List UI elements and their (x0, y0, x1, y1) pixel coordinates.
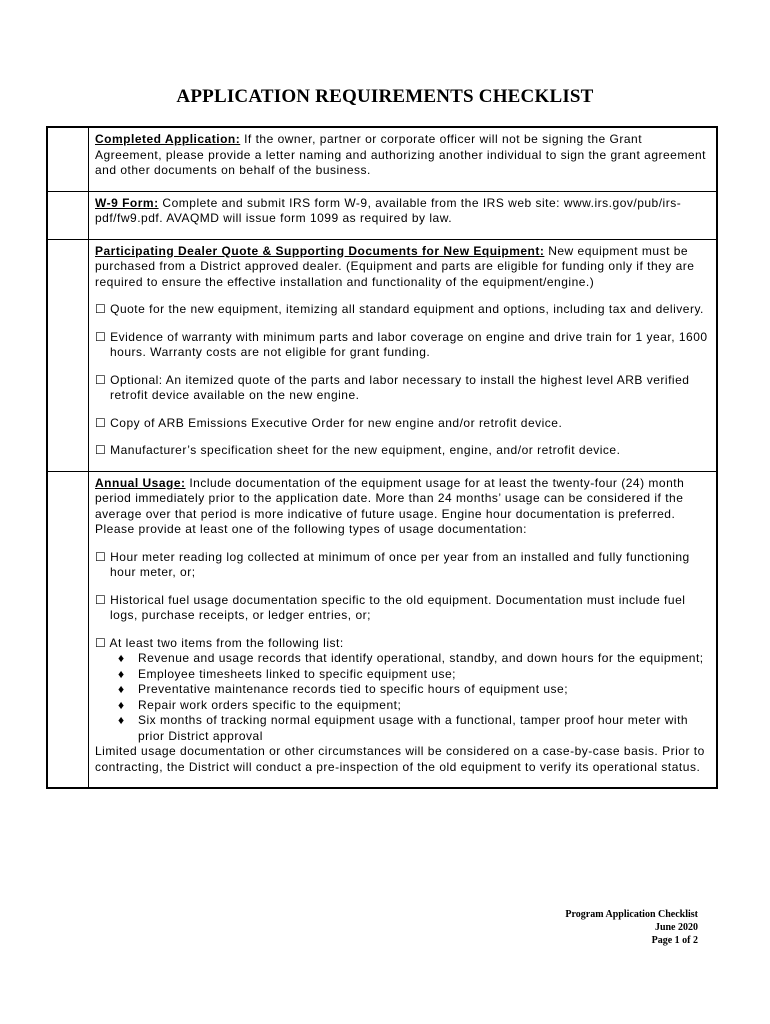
checkbox-icon[interactable]: ☐ (95, 635, 107, 650)
checklist-table (46, 126, 718, 789)
diamond-bullet-icon: ♦ (118, 682, 125, 696)
footer-page-number: Page 1 of 2 (651, 935, 698, 946)
requirement-cell (89, 471, 718, 788)
section-text: New equipment must be purchased from a District approved dealer. (Equipment and parts are eligible for funding only if they are required to ensure the effective installation and functionality of the equipment/engine.) (95, 243, 695, 289)
section-heading: Completed Application: (95, 132, 241, 146)
section-heading: W-9 Form: (95, 195, 159, 210)
bullet-item: ♦ Six months of tracking normal equipment usage with a functional, tamper proof hour meter with prior District approval (118, 713, 689, 743)
checkbox-icon[interactable]: ☐ (95, 592, 107, 607)
requirement-cell (89, 239, 718, 471)
requirement-cell (89, 127, 718, 191)
footer-document-name: Program Application Checklist (565, 909, 698, 920)
check-cell (47, 239, 89, 471)
check-cell (47, 191, 89, 239)
checklist-row-completed-application (47, 127, 717, 191)
page-title: APPLICATION REQUIREMENTS CHECKLIST (176, 86, 594, 107)
footer-date: June 2020 (654, 922, 698, 933)
bullet-item: ♦ Preventative maintenance records tied to specific hours of equipment use; (118, 682, 569, 696)
checklist-row-w9-form (47, 191, 717, 239)
checkbox-icon[interactable]: ☐ (95, 415, 107, 430)
diamond-bullet-icon: ♦ (118, 713, 125, 727)
checklist-row-annual-usage (47, 471, 717, 788)
bullet-item: ♦ Employee timesheets linked to specific equipment use; (118, 666, 456, 681)
section-heading: Participating Dealer Quote & Supporting Documents for New Equipment: (95, 243, 545, 258)
bullet-item: ♦ Repair work orders specific to the equipment; (118, 697, 402, 712)
checkbox-icon[interactable]: ☐ (95, 549, 107, 564)
diamond-bullet-icon: ♦ (118, 697, 125, 712)
section-text: Include documentation of the equipment usage for at least the twenty-four (24) month period immediately prior to the application date. More than 24 months’ usage can be considered if the average over that period is more indicative of future usage. Engine hour documentation is preferred. Please provide at least one of the following types of usage documentation: (95, 475, 685, 536)
diamond-bullet-icon: ♦ (118, 666, 125, 681)
list-item: ☐ Evidence of warranty with minimum parts and labor coverage on engine and drive train for 1 year, 1600 hours. Warranty costs are not eligible for grant funding. (95, 329, 708, 359)
checkbox-icon[interactable]: ☐ (95, 372, 107, 387)
requirement-cell (89, 191, 718, 239)
list-item: ☐ At least two items from the following list: (95, 635, 344, 650)
diamond-bullet-icon: ♦ (118, 651, 125, 665)
bullet-list (95, 651, 710, 744)
page-footer (565, 908, 698, 947)
list-item: ☐ Optional: An itemized quote of the parts and labor necessary to install the highest level ARB verified retrofit device available on the new engine. (95, 372, 690, 402)
check-cell (47, 471, 89, 788)
checkbox-icon[interactable]: ☐ (95, 329, 107, 344)
list-item: ☐ Historical fuel usage documentation specific to the old equipment. Documentation must include fuel logs, purchase receipts, or ledger entries, or; (95, 592, 686, 622)
check-cell (47, 127, 89, 191)
bullet-item: ♦ Revenue and usage records that identify operational, standby, and down hours for the equipment; (118, 651, 704, 665)
section-text: Complete and submit IRS form W-9, available from the IRS web site: www.irs.gov/pub/irs-pdf/fw9.pdf. AVAQMD will issue form 1099 as required by law. (95, 195, 682, 225)
checklist-row-dealer-quote (47, 239, 717, 471)
checkbox-icon[interactable]: ☐ (95, 443, 107, 457)
list-item: ☐ Quote for the new equipment, itemizing all standard equipment and options, including tax and delivery. (95, 302, 704, 316)
section-heading: Annual Usage: (95, 475, 186, 490)
list-item: ☐ Manufacturer’s specification sheet for the new equipment, engine, and/or retrofit device. (95, 443, 621, 457)
section-text: If the owner, partner or corporate officer will not be signing the Grant Agreement, please provide a letter naming and authorizing another individual to sign the grant agreement and other documents on behalf of the business. (95, 132, 707, 177)
checkbox-icon[interactable]: ☐ (95, 302, 107, 316)
closing-text: Limited usage documentation or other circumstances will be considered on a case-by-case basis. Prior to contracting, the District will conduct a pre-inspection of the old equipment to verify its operational status. (95, 744, 705, 774)
list-item: ☐ Hour meter reading log collected at minimum of once per year from an installed and fully functioning hour meter, or; (95, 549, 690, 579)
list-item: ☐ Copy of ARB Emissions Executive Order for new engine and/or retrofit device. (95, 415, 563, 430)
